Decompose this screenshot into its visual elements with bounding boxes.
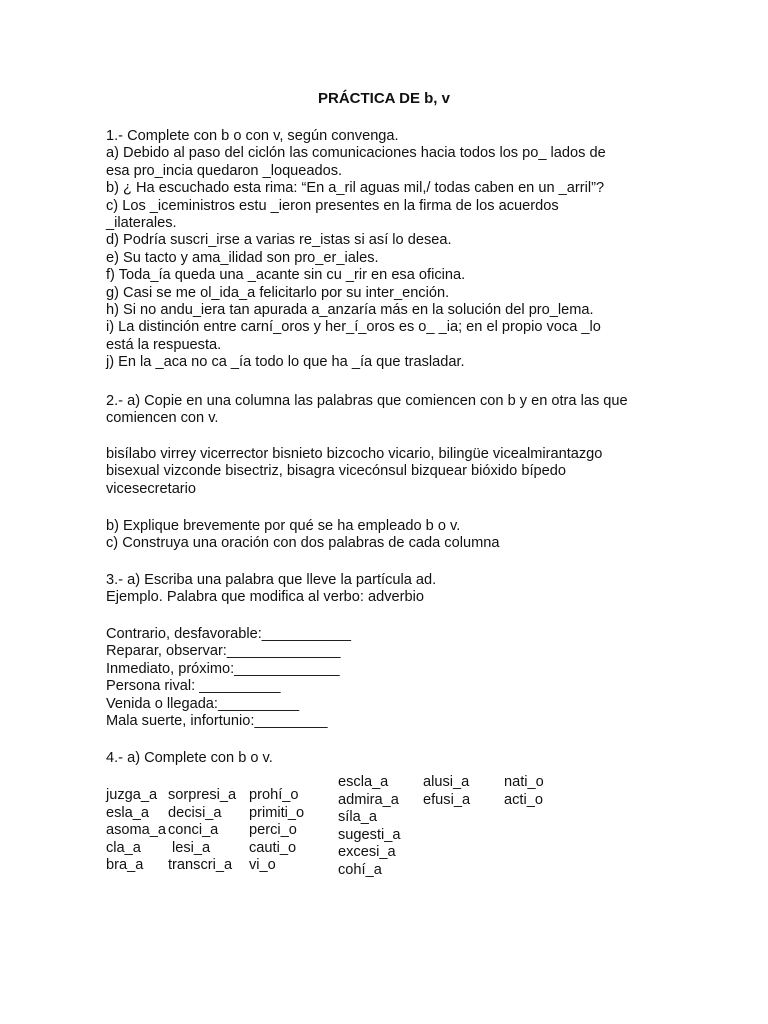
- word-item: cohí_a: [338, 861, 382, 878]
- fill-in-item: Venida o llegada:__________: [106, 695, 300, 712]
- word-item: efusi_a: [423, 791, 471, 808]
- exercise-2-heading-line: 2.- a) Copie en una columna las palabras que comiencen con b y en otra las que: [106, 393, 628, 409]
- exercise-1-line: i) La distinción entre carní_oros y her_í_oros es o_ _ia; en el propio voca _lo: [106, 319, 601, 336]
- word-item: cauti_o: [249, 839, 297, 856]
- exercise-1-line: está la respuesta.: [106, 336, 222, 353]
- word-item: cla_a: [106, 839, 141, 856]
- word-item: prohí_o: [249, 787, 299, 803]
- word-item: conci_a: [168, 822, 219, 839]
- word-item: juzga_a: [106, 787, 158, 803]
- exercise-3-heading-line: 3.- a) Escriba una palabra que lleve la partícula ad.: [106, 572, 437, 588]
- exercise-1-line: g) Casi se me ol_ida_a felicitarlo por su inter_ención.: [106, 284, 450, 301]
- word-item: sorpresi_a: [168, 787, 237, 803]
- word-item: bra_a: [106, 857, 144, 874]
- exercise-4-heading: [106, 750, 666, 767]
- word-column: [106, 787, 166, 875]
- fill-in-item: Persona rival: __________: [106, 678, 281, 695]
- word-item: perci_o: [249, 822, 297, 839]
- fill-in-item: Mala suerte, infortunio:_________: [106, 713, 328, 730]
- word-item: admira_a: [338, 791, 399, 808]
- word-item: escla_a: [338, 774, 389, 790]
- word-column: [168, 787, 236, 875]
- exercise-2-heading: [106, 393, 666, 428]
- word-list-line: bisílabo virrey vicerrector bisnieto bizcocho vicario, bilingüe vicealmirantazgo: [106, 446, 603, 462]
- word-list-line: bisexual vizconde bisectriz, bisagra vicecónsul bizquear bióxido bípedo: [106, 463, 566, 480]
- exercise-2-word-list: [106, 446, 666, 498]
- exercise-3-example: Ejemplo. Palabra que modifica al verbo: adverbio: [106, 589, 424, 606]
- word-item: sugesti_a: [338, 826, 401, 843]
- fill-in-item: Reparar, observar:______________: [106, 643, 341, 660]
- exercise-1-line: f) Toda_ía queda una _acante sin cu _rir en esa oficina.: [106, 267, 466, 284]
- word-item: síla_a: [338, 809, 377, 826]
- exercise-2-question-b: b) Explique brevemente por qué se ha empleado b o v.: [106, 518, 461, 534]
- word-item: acti_o: [504, 791, 543, 808]
- exercise-1-line: _ilaterales.: [106, 215, 177, 232]
- exercise-1-line: c) Los _iceministros estu _ieron presentes en la firma de los acuerdos: [106, 197, 559, 214]
- exercise-2-question-c: c) Construya una oración con dos palabras de cada columna: [106, 535, 500, 552]
- exercise-1-heading: 1.- Complete con b o con v, según convenga.: [106, 128, 399, 144]
- exercise-1: [106, 128, 666, 372]
- word-column: [338, 774, 400, 880]
- page-title: PRÁCTICA DE b, v: [318, 90, 450, 107]
- word-item: asoma_a: [106, 822, 167, 839]
- word-column: [423, 774, 470, 809]
- exercise-3-heading: [106, 572, 666, 607]
- exercise-1-line: j) En la _aca no ca _ía todo lo que ha _ía que trasladar.: [106, 354, 465, 371]
- exercise-1-line: h) Si no andu_iera tan apurada a_anzaría más en la solución del pro_lema.: [106, 302, 594, 319]
- word-item: esla_a: [106, 804, 150, 821]
- exercise-2-heading-line: comiencen con v.: [106, 410, 219, 427]
- word-item: nati_o: [504, 774, 544, 790]
- fill-in-item: Contrario, desfavorable:___________: [106, 626, 352, 642]
- word-item: lesi_a: [172, 839, 211, 856]
- exercise-1-line: esa pro_incia quedaron _loqueados.: [106, 162, 343, 179]
- exercise-4-heading-line: 4.- a) Complete con b o v.: [106, 750, 273, 766]
- exercise-3-items: [106, 626, 666, 730]
- word-item: vi_o: [249, 857, 276, 874]
- word-item: decisi_a: [168, 804, 222, 821]
- exercise-1-line: a) Debido al paso del ciclón las comunicaciones hacia todos los po_ lados de: [106, 145, 606, 162]
- word-column: [504, 774, 544, 809]
- word-item: alusi_a: [423, 774, 470, 790]
- exercise-1-line: e) Su tacto y ama_ilidad son pro_er_iales.: [106, 249, 379, 266]
- exercise-2-questions: [106, 518, 666, 553]
- fill-in-item: Inmediato, próximo:_____________: [106, 660, 340, 677]
- word-column: [249, 787, 304, 875]
- word-item: primiti_o: [249, 804, 305, 821]
- exercise-1-line: d) Podría suscri_irse a varias re_istas si así lo desea.: [106, 232, 452, 249]
- word-item: transcri_a: [168, 857, 233, 874]
- word-item: excesi_a: [338, 844, 396, 861]
- word-list-line: vicesecretario: [106, 480, 197, 497]
- exercise-1-line: b) ¿ Ha escuchado esta rima: “En a_ril aguas mil,/ todas caben en un _arril”?: [106, 180, 605, 197]
